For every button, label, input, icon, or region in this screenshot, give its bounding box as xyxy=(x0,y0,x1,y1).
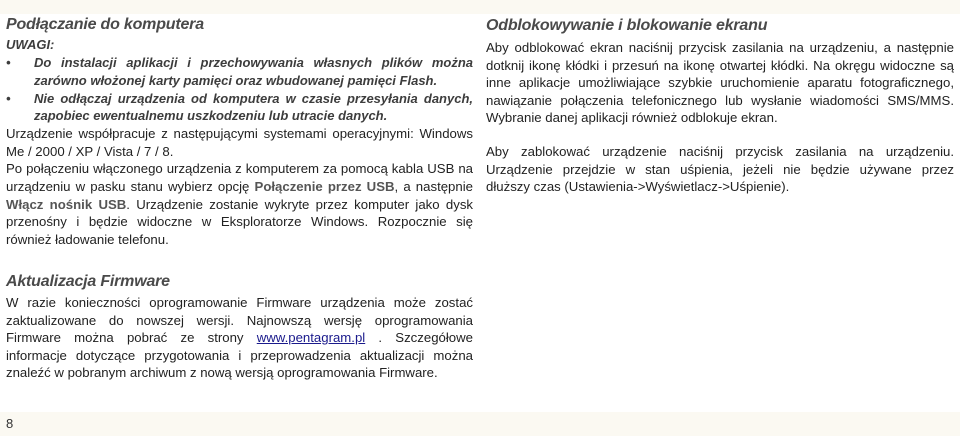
bullet-icon: • xyxy=(6,55,11,70)
line: również ładowanie telefonu. xyxy=(6,231,169,247)
line xyxy=(6,178,473,196)
menu-option-usb-storage: Włącz nośnik USB xyxy=(6,196,127,212)
line: informacje dotyczące przygotowania i przeprowadzenia aktualizacji można xyxy=(6,347,473,363)
line: zapobiec ewentualnemu uszkodzeniu lub utracie danych. xyxy=(34,108,388,124)
section-title: Podłączanie do komputera xyxy=(6,16,204,33)
line: Nie odłączaj urządzenia od komputera w czasie przesyłania danych, xyxy=(34,90,473,106)
note-bullet xyxy=(6,90,473,126)
line: Me / 2000 / XP / Vista / 7 / 8. xyxy=(6,143,174,159)
line: inne aplikacje umożliwiające szybkie uruchomienie aparatu fotograficznego, xyxy=(486,75,954,91)
section-title: Aktualizacja Firmware xyxy=(6,273,170,290)
line: Do instalacji aplikacji i przechowywania własnych plików można xyxy=(34,55,473,70)
line xyxy=(6,196,473,214)
line: Wybranie danej aplikacji również odblokuje ekran. xyxy=(486,110,778,126)
line: Urządzenie przejdzie w stan uśpienia, jeżeli nie będzie używane przez xyxy=(486,161,954,177)
line: nawiązanie połączenia telefonicznego lub wysłanie wiadomości SMS/MMS. xyxy=(486,92,954,108)
line: Urządzenie współpracuje z następującymi systemami operacyjnymi: Windows xyxy=(6,126,473,142)
text: Firmware można pobrać ze strony xyxy=(6,330,257,346)
line: Po połączeniu włączonego urządzenia z komputerem za pomocą kabla USB na xyxy=(6,161,473,177)
bullet-icon: • xyxy=(6,90,11,106)
text: . Szczegółowe xyxy=(365,330,473,346)
section-lock xyxy=(486,17,954,196)
text: . Urządzenie zostanie wykryte przez komputer jako dysk xyxy=(126,196,473,212)
section-firmware xyxy=(6,273,473,382)
section-connect xyxy=(6,16,473,248)
section-title: Odblokowywanie i blokowanie ekranu xyxy=(486,17,768,34)
line: dotknij ikonę kłódki i przesuń na ikonę otwartej kłódki. Na okręgu widoczne są xyxy=(486,57,954,73)
footer-band xyxy=(0,412,960,436)
line: zaktualizowane do nowszej wersji. Najnowszą wersję oprogramowania xyxy=(6,312,473,328)
line: zarówno włożonej karty pamięci oraz wbudowanej pamięci Flash. xyxy=(34,72,438,88)
line: W razie konieczności oprogramowanie Firmware urządzenia może zostać xyxy=(6,295,473,310)
text: urządzeniu w pasku stanu wybierz opcję xyxy=(6,178,255,194)
line: znaleźć w pobranym archiwum z nową wersją oprogramowania Firmware. xyxy=(6,365,438,381)
page-number: 8 xyxy=(6,416,14,431)
pentagram-link[interactable]: www.pentagram.pl xyxy=(256,330,366,346)
text: , a następnie xyxy=(394,178,473,194)
line xyxy=(6,329,473,347)
notes-label: UWAGI: xyxy=(6,37,55,52)
line: dłuższy czas (Ustawienia->Wyświetlacz->Uśpienie). xyxy=(486,179,790,195)
line: przenośny i będzie widoczne w Eksploratorze Windows. Rozpocznie się xyxy=(6,214,473,230)
menu-option-usb-connection: Połączenie przez USB xyxy=(254,178,395,194)
header-band xyxy=(0,0,960,14)
note-bullet xyxy=(6,54,473,90)
line: Aby odblokować ekran naciśnij przycisk zasilania na urządzeniu, a następnie xyxy=(486,40,954,55)
line: Aby zablokować urządzenie naciśnij przycisk zasilania na urządzeniu. xyxy=(486,143,954,159)
